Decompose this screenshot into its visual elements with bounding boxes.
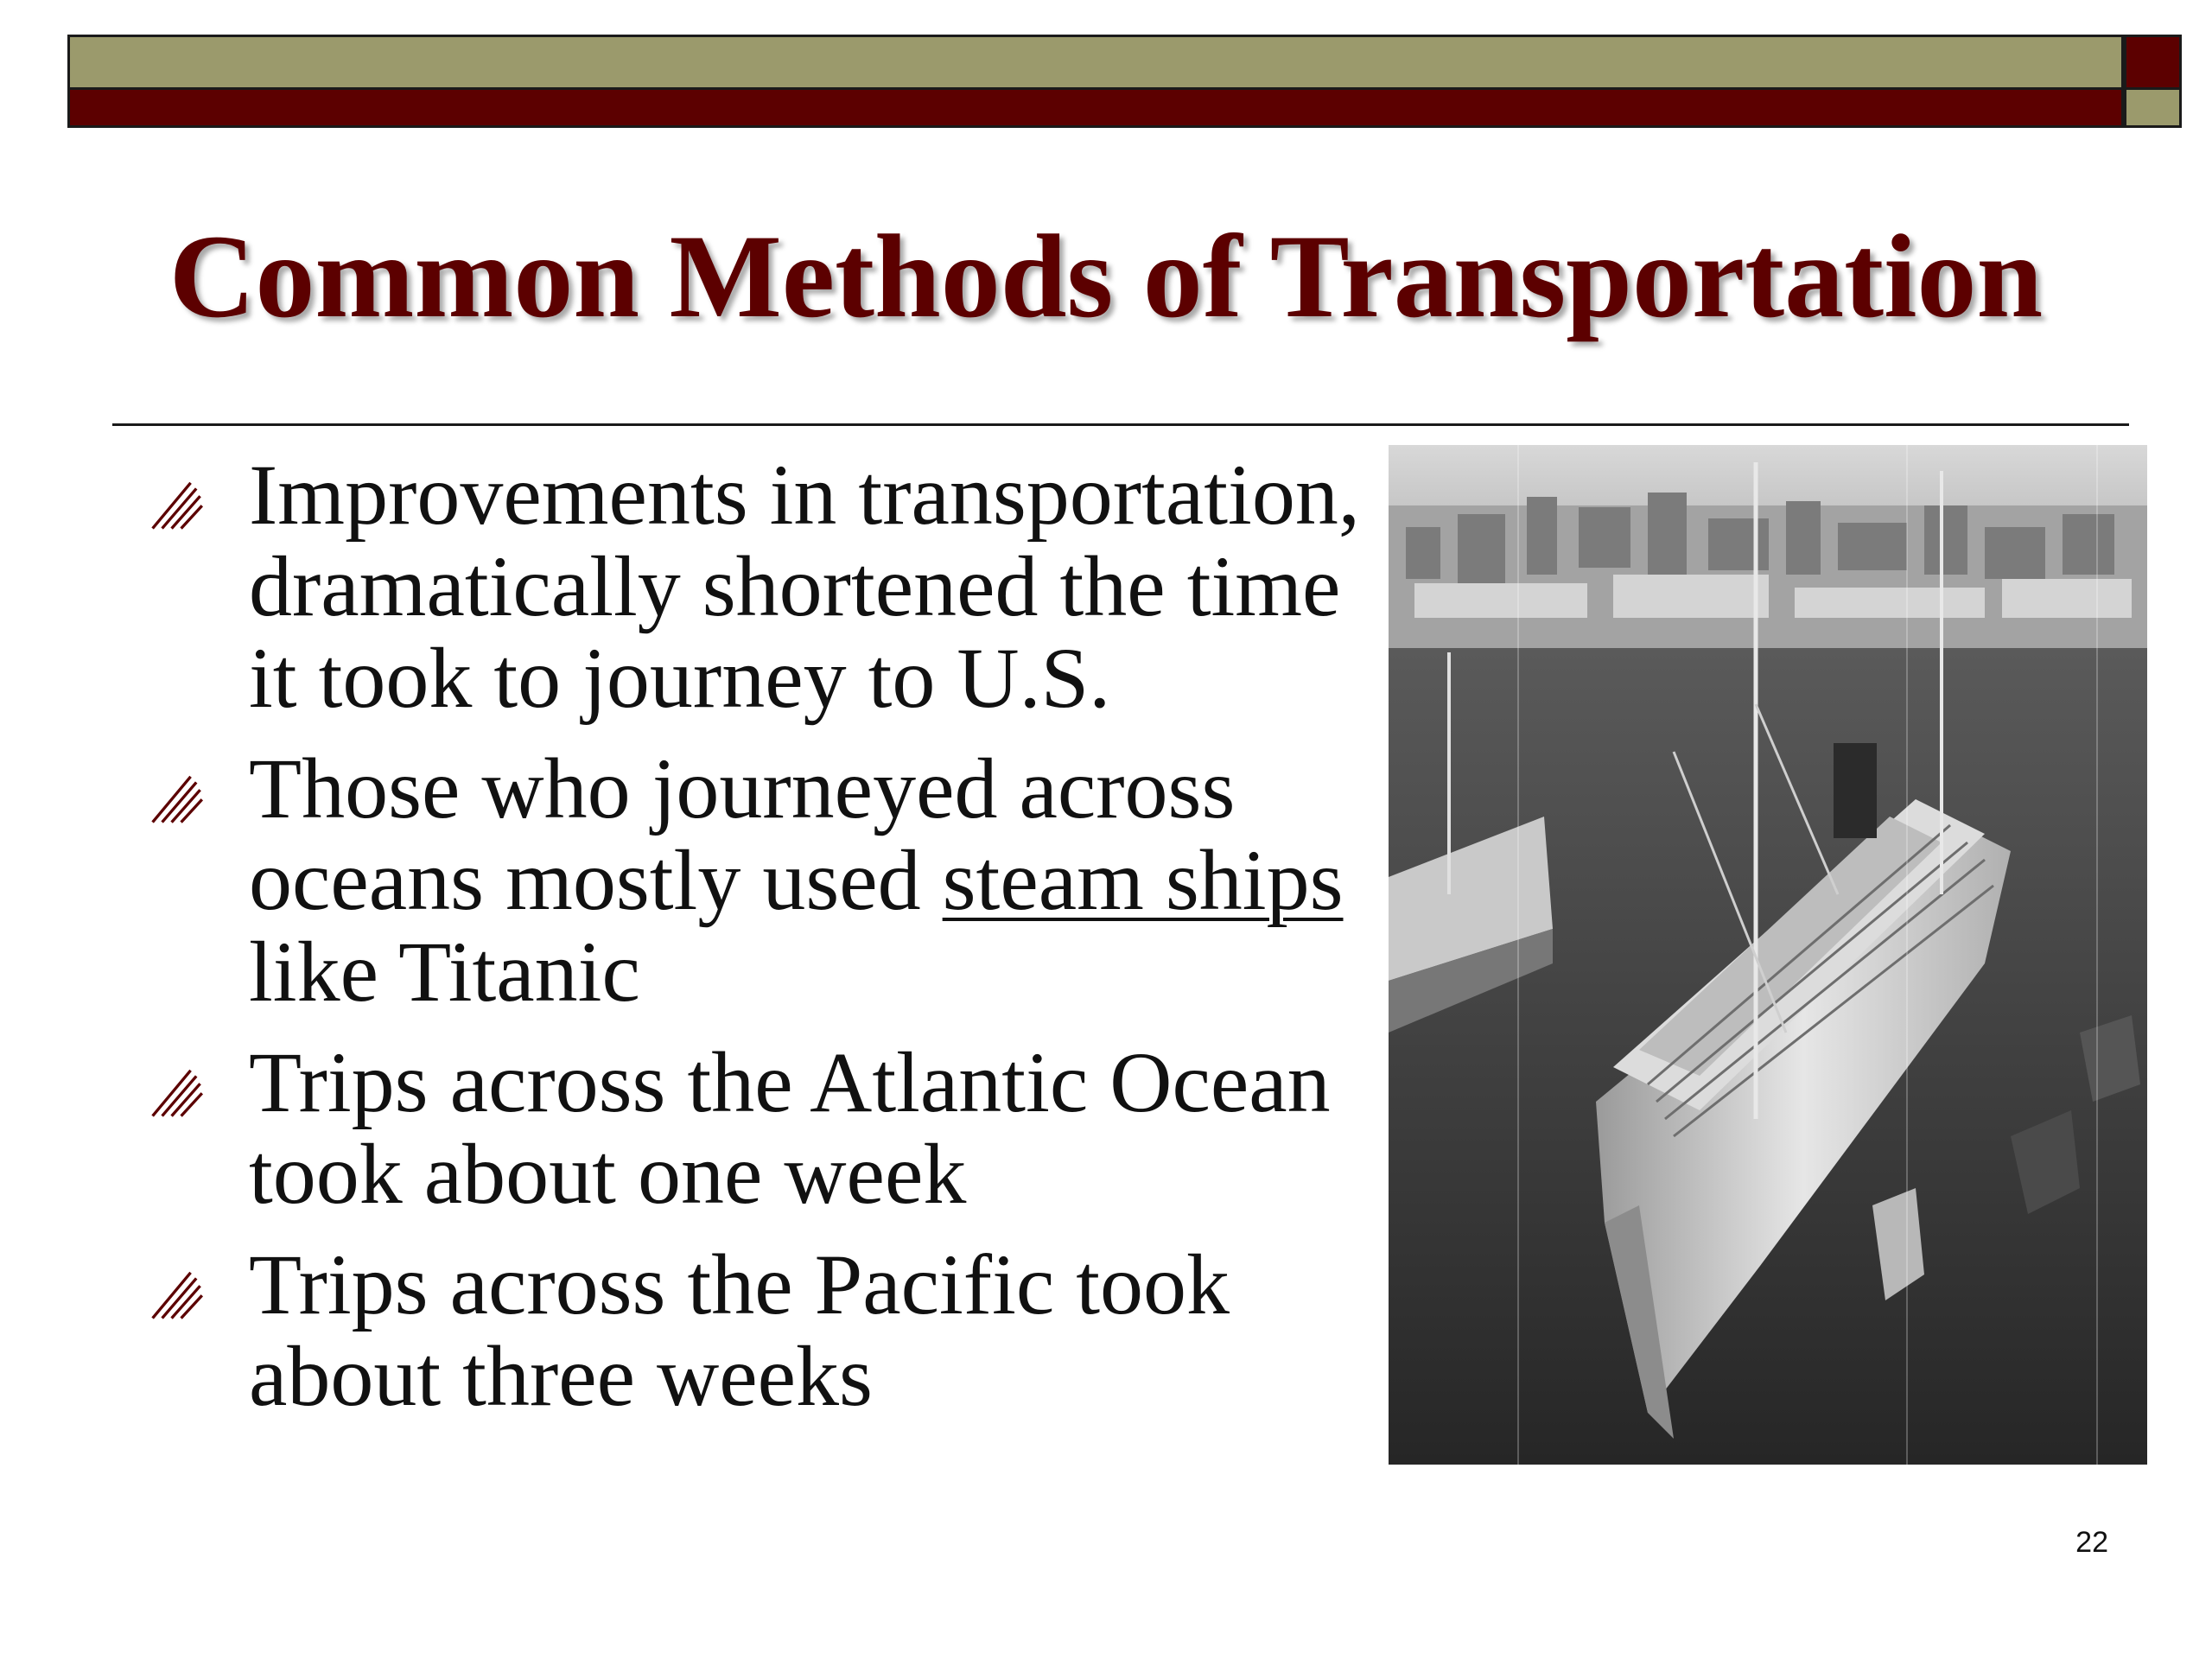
hatched-slash-icon <box>147 769 204 826</box>
hatched-slash-icon <box>147 475 204 532</box>
title-divider <box>112 423 2129 426</box>
bullet-text: like Titanic <box>249 924 640 1020</box>
page-number: 22 <box>2075 1526 2108 1559</box>
hatched-slash-icon <box>147 1265 204 1322</box>
header-bar-olive <box>67 35 2124 90</box>
bullet-item <box>147 449 1374 724</box>
header-square-olive <box>2124 90 2182 128</box>
underlined-term: steam ships <box>942 832 1344 928</box>
bullet-list <box>147 449 1374 1441</box>
bullet-item <box>147 1034 1374 1222</box>
header-bar-red <box>67 90 2124 128</box>
decorative-header-bar <box>67 35 2182 128</box>
header-square-red <box>2124 35 2182 90</box>
hatched-slash-icon <box>147 1063 204 1120</box>
ocean-liner-photo <box>1389 445 2147 1465</box>
bullet-text: Improvements in transportation, dramatically shortened the time it took to journey to U.S. <box>249 447 1360 726</box>
bullet-text: Those who journeyed across oceans mostly used <box>249 741 1236 928</box>
bullet-text: Trips across the Atlantic Ocean took about one week <box>249 1034 1331 1222</box>
slide-title: Common Methods of Transportation <box>168 210 2044 342</box>
bullet-text: Trips across the Pacific took about three weeks <box>249 1236 1230 1424</box>
bullet-item <box>147 1236 1374 1424</box>
bullet-item <box>147 743 1374 1018</box>
